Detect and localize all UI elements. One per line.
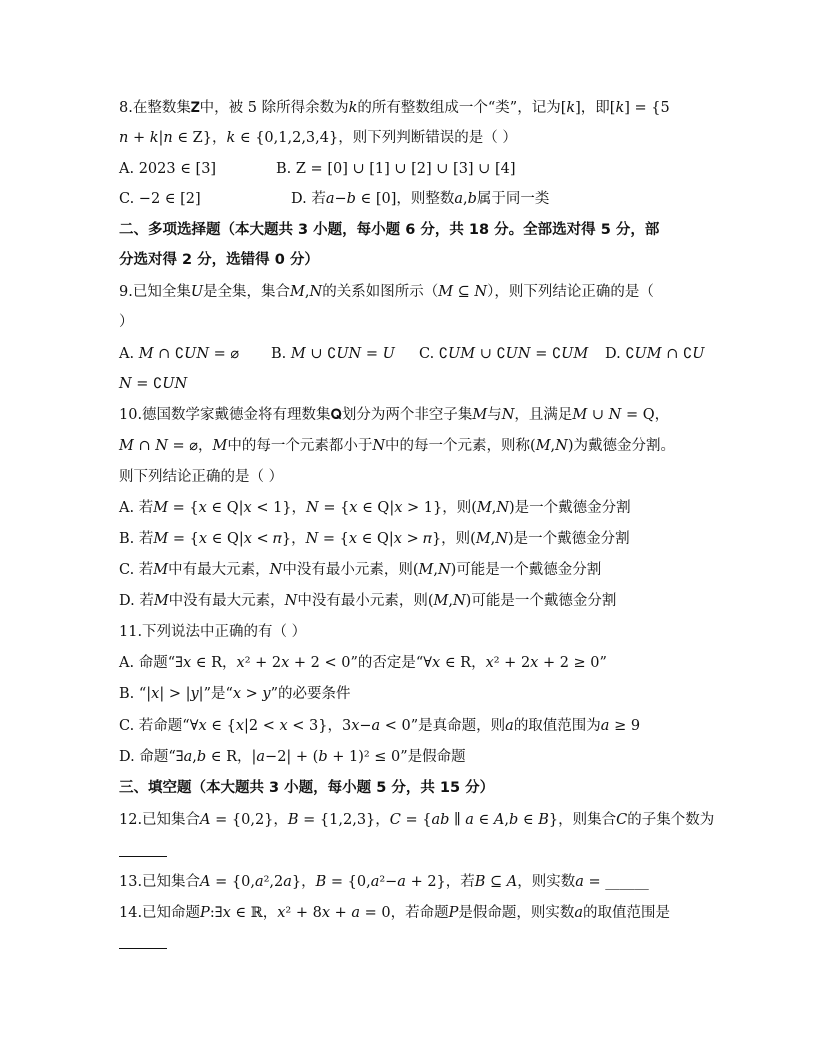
q10-option-d: D. 若𝑀中没有最大元素，𝑁中没有最小元素，则(𝑀,𝑁)可能是一个戴德金分割 (119, 593, 617, 609)
q9-option-c: C. ∁𝑈𝑀 ∪ ∁𝑈𝑁 = ∁𝑈𝑀 (419, 346, 589, 362)
q12-stem: 12.已知集合𝐴 = {0,2}，𝐵 = {1,2,3}，𝐶 = {𝑎𝑏 ∥ 𝑎 ∈ 𝐴,𝑏 ∈ 𝐵}，则集合𝐶的子集个数为 (119, 812, 715, 828)
q11-option-a: A. 命题“∃𝑥 ∈ R，𝑥² + 2𝑥 + 2 < 0”的否定是“∀𝑥 ∈ R，𝑥² + 2𝑥 + 2 ≥ 0” (119, 655, 607, 671)
q10-option-c: C. 若𝑀中有最大元素，𝑁中没有最小元素，则(𝑀,𝑁)可能是一个戴德金分割 (119, 562, 602, 578)
q10-option-b: B. 若𝑀 = {𝑥 ∈ Q|𝑥 < 𝜋}，𝑁 = {𝑥 ∈ Q|𝑥 > 𝜋}，则(𝑀,𝑁)是一个戴德金分割 (119, 531, 630, 547)
q11-option-d: D. 命题“∃𝑎,𝑏 ∈ R，|𝑎−2| + (𝑏 + 1)² ≤ 0”是假命题 (119, 749, 466, 765)
q10-option-a: A. 若𝑀 = {𝑥 ∈ Q|𝑥 < 1}，𝑁 = {𝑥 ∈ Q|𝑥 > 1}，则(𝑀,𝑁)是一个戴德金分割 (119, 500, 631, 516)
q9-option-b: B. 𝑀 ∪ ∁𝑈𝑁 = 𝑈 (271, 346, 395, 362)
q8-option-b: B. Z = [0] ∪ [1] ∪ [2] ∪ [3] ∪ [4] (276, 161, 516, 177)
q10-stem-line-1: 10.德国数学家戴德金将有理数集𝐐划分为两个非空子集𝑀与𝑁，且满足𝑀 ∪ 𝑁 = Q， (119, 407, 670, 423)
q9-stem-line-1: 9.已知全集𝑈是全集，集合𝑀,𝑁的关系如图所示（𝑀 ⊆ 𝑁），则下列结论正确的是（ (119, 284, 654, 300)
q8-option-d: D. 若𝑎−𝑏 ∈ [0]，则整数𝑎,𝑏属于同一类 (291, 191, 550, 207)
q13-stem: 13.已知集合𝐴 = {0,𝑎²,2𝑎}，𝐵 = {0,𝑎²−𝑎 + 2}，若𝐵 ⊆ 𝐴，则实数𝑎 = ______ (119, 874, 649, 890)
q8-option-c: C. −2 ∈ [2] (119, 191, 201, 207)
q8-option-a: A. 2023 ∈ [3] (119, 161, 217, 177)
q14-answer-blank[interactable] (119, 948, 167, 949)
q12-answer-blank[interactable] (119, 856, 167, 857)
q14-stem: 14.已知命题𝑃:∃𝑥 ∈ ℝ，𝑥² + 8𝑥 + 𝑎 = 0，若命题𝑃是假命题，则实数𝑎的取值范围是 (119, 905, 671, 921)
q9-stem-line-2: ） (119, 314, 134, 330)
q9-option-d-cont: 𝑁 = ∁𝑈𝑁 (119, 376, 188, 392)
q8-stem-line-1: 8.在整数集𝐙中，被 5 除所得余数为𝑘的所有整数组成一个“类”，记为[𝑘]，即[𝑘] = {5 (119, 100, 670, 116)
q10-stem-line-2: 𝑀 ∩ 𝑁 = ⌀，𝑀中的每一个元素都小于𝑁中的每一个元素，则称(𝑀,𝑁)为戴德金分割。 (119, 438, 675, 454)
q9-option-d: D. ∁𝑈𝑀 ∩ ∁𝑈 (605, 346, 705, 362)
section2-title-line-2: 分选对得 2 分，选错得 0 分） (119, 252, 319, 268)
section3-title: 三、填空题（本大题共 3 小题，每小题 5 分，共 15 分） (119, 780, 495, 796)
q10-stem-line-3: 则下列结论正确的是（ ） (119, 469, 284, 485)
q9-option-a: A. 𝑀 ∩ ∁𝑈𝑁 = ⌀ (119, 346, 240, 362)
q11-option-b: B. “|𝑥| > |𝑦|”是“𝑥 > 𝑦”的必要条件 (119, 686, 351, 702)
q11-stem: 11.下列说法中正确的有（ ） (119, 624, 307, 640)
q8-stem-line-2: 𝑛 + 𝑘|𝑛 ∈ Z}，𝑘 ∈ {0,1,2,3,4}，则下列判断错误的是（ ） (119, 130, 517, 146)
q11-option-c: C. 若命题“∀𝑥 ∈ {𝑥|2 < 𝑥 < 3}，3𝑥−𝑎 < 0”是真命题，则𝑎的取值范围为𝑎 ≥ 9 (119, 718, 641, 734)
section2-title-line-1: 二、多项选择题（本大题共 3 小题，每小题 6 分，共 18 分。全部选对得 5 分，部 (119, 222, 660, 238)
